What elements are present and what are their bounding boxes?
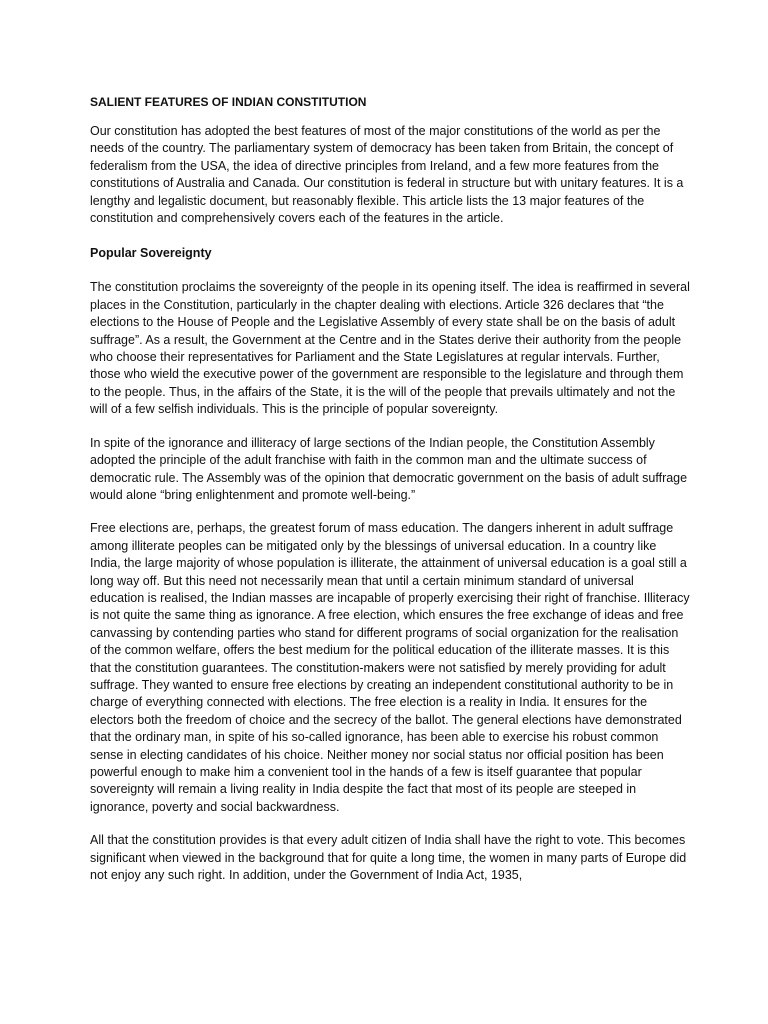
intro-paragraph: Our constitution has adopted the best features of most of the major constitutions of the world as per the needs of the country. The parliamentary system of democracy has been taken from Britain, the concept of federalism from the USA, the idea of directive principles from Ireland, and a few more features from the constitutions of Australia and Canada. Our constitution is federal in structure but with unitary features. It is a lengthy and legalistic document, but reasonably flexible. This article lists the 13 major features of the constitution and comprehensively covers each of the features in the article. bbox=[90, 124, 684, 226]
document-page bbox=[90, 94, 690, 900]
section-heading-popular-sovereignty: Popular Sovereignty bbox=[90, 246, 212, 261]
body-paragraph: All that the constitution provides is that every adult citizen of India shall have the right to vote. This becomes significant when viewed in the background that for quite a long time, the women in many parts of Europe did not enjoy any such right. In addition, under the Government of India Act, 1935, bbox=[90, 833, 687, 883]
body-paragraph: Free elections are, perhaps, the greatest forum of mass education. The dangers inherent in adult suffrage among illiterate peoples can be mitigated only by the blessings of universal education. In a country like India, the large majority of whose population is illiterate, the attainment of universal education is a goal still a long way off. But this need not necessarily mean that until a certain minimum standard of universal education is realised, the Indian masses are incapable of properly exercising their right of franchise. Illiteracy is not quite the same thing as ignorance. A free election, which ensures the free exchange of ideas and free canvassing by contending parties who stand for different programs of social organization for the realisation of the common welfare, offers the best medium for the political education of the illiterate masses. It is this that the constitution guarantees. The constitution-makers were not satisfied by merely providing for adult suffrage. They wanted to ensure free elections by creating an independent constitutional authority to be in charge of everything connected with elections. The free election is a reality in India. It ensures for the electors both the freedom of choice and the secrecy of the ballot. The general elections have demonstrated that the ordinary man, in spite of his so-called ignorance, has been able to exercise his robust common sense in electing candidates of his choice. Neither money nor social status nor official position has been powerful enough to make him a convenient tool in the hands of a few is itself guarantee that popular sovereignty will remain a living reality in India despite the fact that most of its people are steeped in ignorance, poverty and social backwardness. bbox=[90, 521, 690, 814]
document-title: SALIENT FEATURES OF INDIAN CONSTITUTION bbox=[90, 95, 367, 109]
body-paragraph: The constitution proclaims the sovereignty of the people in its opening itself. The idea is reaffirmed in several places in the Constitution, particularly in the chapter dealing with elections. Article 326 declares that “the elections to the House of People and the Legislative Assembly of every state shall be on the basis of adult suffrage”. As a result, the Government at the Centre and in the States derive their authority from the people who choose their representatives for Parliament and the State Legislatures at regular intervals. Further, those who wield the executive power of the government are responsible to the legislature and through them to the people. Thus, in the affairs of the State, it is the will of the people that prevails ultimately and not the will of a few selfish individuals. This is the principle of popular sovereignty. bbox=[90, 280, 690, 417]
body-paragraph: In spite of the ignorance and illiteracy of large sections of the Indian people, the Constitution Assembly adopted the principle of the adult franchise with faith in the common man and the ultimate success of democratic rule. The Assembly was of the opinion that democratic government on the basis of adult suffrage would alone “bring enlightenment and promote well-being.” bbox=[90, 435, 688, 502]
